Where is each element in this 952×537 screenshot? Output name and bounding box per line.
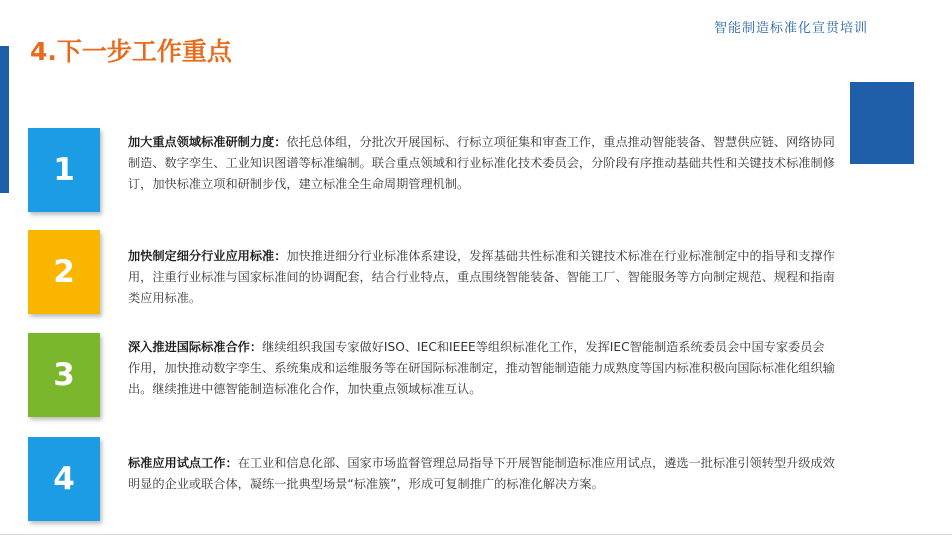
number-badge-4: 4 xyxy=(28,437,100,521)
item-heading-4: 标准应用试点工作： xyxy=(128,456,238,470)
item-body-3: 继续组织我国专家做好ISO、IEC和IEEE等组织标准化工作，发挥IEC智能制造系统委员会中国专家委员会作用，加快推动数字孪生、系统集成和运维服务等在研国际标准制定，推动智能制造能力成熟度等国内标准积极向国际标准化组织输出。继续推进中德智能制造标准化合作，加快重点领域标准互认。 xyxy=(128,340,835,396)
item-heading-3: 深入推进国际标准合作： xyxy=(128,340,263,354)
left-accent-bar xyxy=(0,46,9,193)
item-heading-2: 加快制定细分行业应用标准： xyxy=(128,249,287,263)
number-badge-1: 1 xyxy=(28,128,100,212)
bottom-divider xyxy=(0,534,952,535)
item-text-3 xyxy=(128,337,836,400)
number-badge-2: 2 xyxy=(28,230,100,314)
item-heading-1: 加大重点领域标准研制力度： xyxy=(128,135,287,149)
item-body-2: 加快推进细分行业标准体系建设，发挥基础共性标准和关键技术标准在行业标准制定中的指导和支撑作用，注重行业标准与国家标准间的协调配套，结合行业特点，重点围绕智能装备、智能工厂、智能服务等方向制定规范、规程和指南类应用标准。 xyxy=(128,249,835,305)
header-caption: 智能制造标准化宣贯培训 xyxy=(714,21,869,36)
number-badge-3: 3 xyxy=(28,333,100,417)
item-body-4: 在工业和信息化部、国家市场监督管理总局指导下开展智能制造标准应用试点，遴选一批标准引领转型升级成效明显的企业或联合体，凝练一批典型场景“标准簇”，形成可复制推广的标准化解决方案。 xyxy=(128,456,835,491)
item-text-4 xyxy=(128,453,836,495)
item-text-1 xyxy=(128,132,836,195)
item-body-1: 依托总体组，分批次开展国标、行标立项征集和审查工作，重点推动智能装备、智慧供应链、网络协同制造、数字孪生、工业知识图谱等标准编制。联合重点领域和行业标准化技术委员会，分阶段有序推动基础共性和关键技术标准制修订，加快标准立项和研制步伐，建立标准全生命周期管理机制。 xyxy=(128,135,835,191)
item-text-2 xyxy=(128,246,836,309)
slide-title: 4.下一步工作重点 xyxy=(30,37,232,66)
right-accent-square xyxy=(850,82,914,164)
